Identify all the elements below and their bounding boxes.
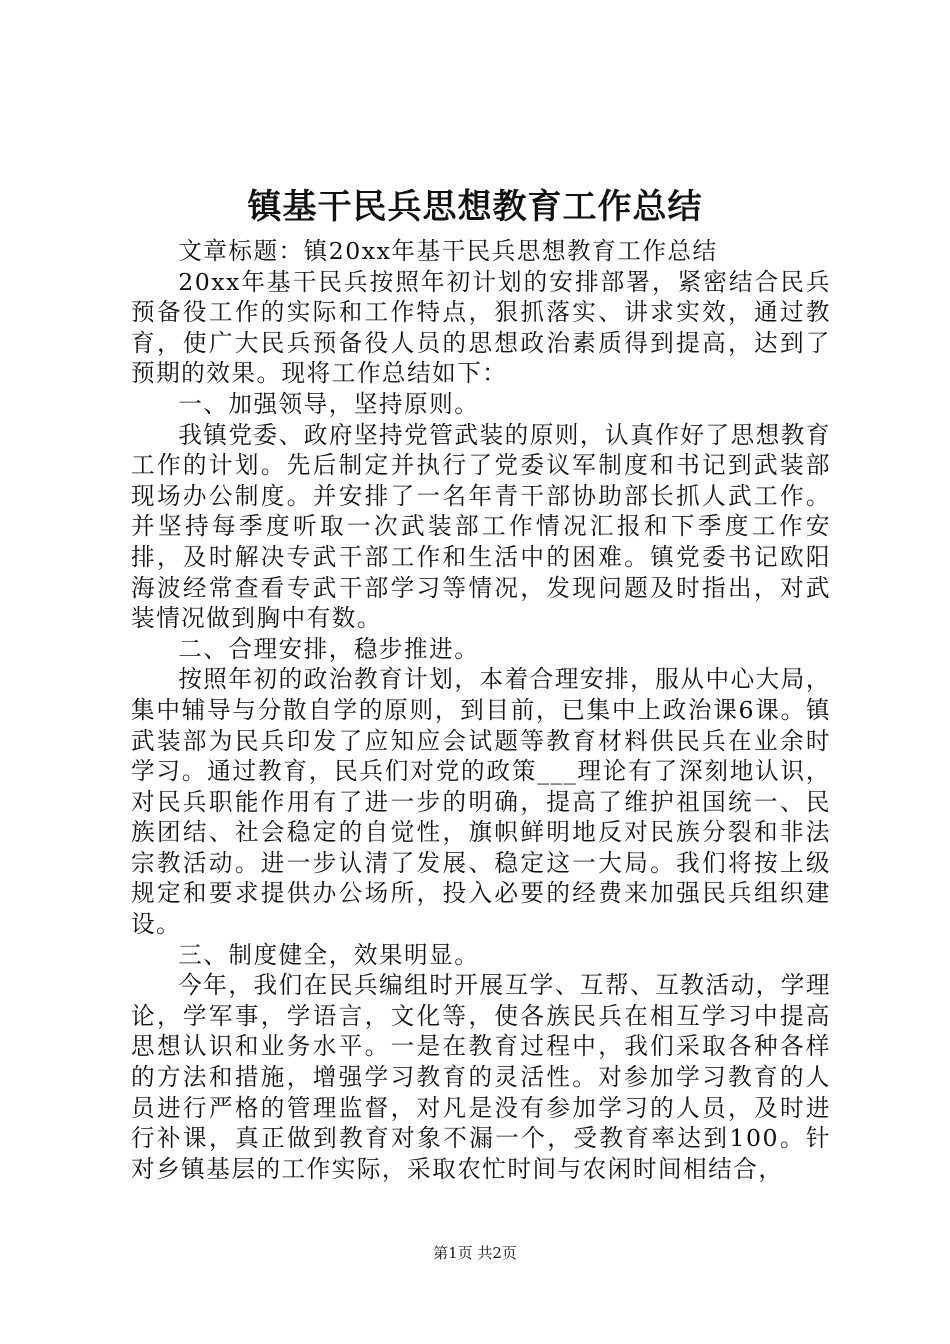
section-paragraph-1: 我镇党委、政府坚持党管武装的原则，认真作好了思想教育工作的计划。先后制定并执行了党委议军制度和书记到武装部现场办公制度。并安排了一名年青干部协助部长抓人武工作。并坚持每季度听取一次武装部工作情况汇报和下季度工作安排，及时解决专武干部工作和生活中的困难。镇党委书记欧阳海波经常查看专武干部学习等情况，发现问题及时指出，对武装情况做到胸中有数。 — [131, 420, 831, 633]
section-heading-1: 一、加强领导，坚持原则。 — [178, 389, 480, 418]
document-body — [131, 236, 831, 1184]
document-title: 镇基干民兵思想教育工作总结 — [247, 187, 703, 227]
section-paragraph-2: 按照年初的政治教育计划，本着合理安排，服从中心大局，集中辅导与分散自学的原则，到目前，已集中上政治课6课。镇武装部为民兵印发了应知应会试题等教育材料供民兵在业余时学习。通过教育，民兵们对党的政策___理论有了深刻地认识，对民兵职能作用有了进一步的明确，提高了维护祖国统一、民族团结、社会稳定的自觉性，旗帜鲜明地反对民族分裂和非法宗教活动。进一步认清了发展、稳定这一大局。我们将按上级规定和要求提供办公场所，投入必要的经费来加强民兵组织建设。 — [131, 665, 831, 939]
section-heading-2: 二、合理安排，稳步推进。 — [178, 634, 480, 663]
intro-paragraph: 20xx年基干民兵按照年初计划的安排部署，紧密结合民兵预备役工作的实际和工作特点，狠抓落实、讲求实效，通过教育，使广大民兵预备役人员的思想政治素质得到提高，达到了预期的效果。现将工作总结如下： — [131, 267, 831, 388]
section-paragraph-3: 今年，我们在民兵编组时开展互学、互帮、互教活动，学理论，学军事，学语言，文化等，使各族民兵在相互学习中提高思想认识和业务水平。一是在教育过程中，我们采取各种各样的方法和措施，增强学习教育的灵活性。对参加学习教育的人员进行严格的管理监督，对凡是没有参加学习的人员，及时进行补课，真正做到教育对象不漏一个，受教育率达到100。针对乡镇基层的工作实际，采取农忙时间与农闲时间相结合， — [131, 971, 831, 1183]
article-title-line: 文章标题：镇20xx年基干民兵思想教育工作总结 — [178, 237, 718, 265]
section-heading-3: 三、制度健全，效果明显。 — [178, 940, 480, 969]
page-footer: 第1页 共2页 — [433, 1244, 517, 1262]
